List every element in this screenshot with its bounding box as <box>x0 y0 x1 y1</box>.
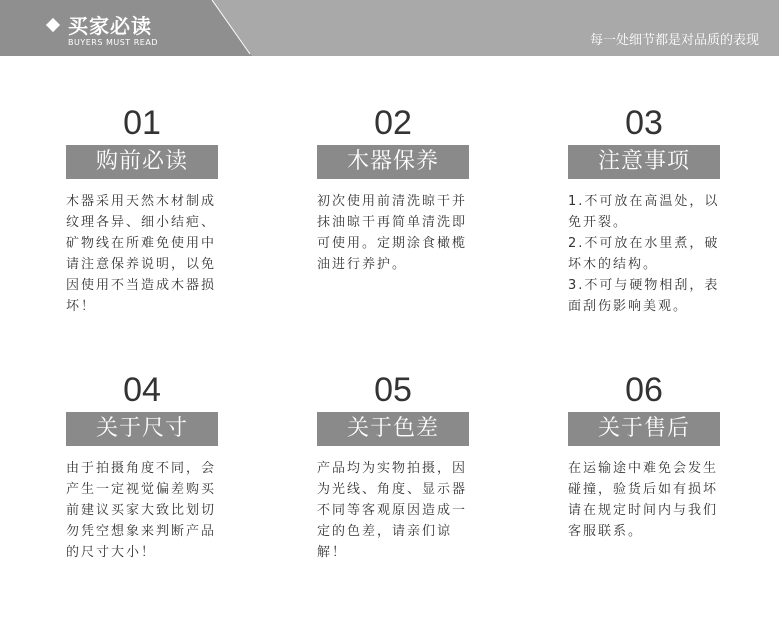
card-body-text: 3.不可与硬物相刮，表面刮伤影响美观。 <box>568 278 720 314</box>
card-number: 01 <box>123 104 161 142</box>
card-body-text: 2.不可放在水里煮，破坏木的结构。 <box>568 236 720 272</box>
card-04 <box>66 370 218 563</box>
header-tagline: 每一处细节都是对品质的表现 <box>589 33 759 48</box>
card-02 <box>317 103 469 275</box>
card-body-text: 产品均为实物拍摄，因为光线、角度、显示器不同等客观原因造成一定的色差，请亲们谅解！ <box>317 461 468 560</box>
card-body <box>317 191 469 275</box>
card-01 <box>66 103 218 317</box>
card-body-text: 初次使用前清洗晾干并抹油晾干再简单清洗即可使用。定期涂食橄榄油进行养护。 <box>317 194 468 272</box>
card-number: 04 <box>123 371 161 409</box>
card-number: 02 <box>374 104 412 142</box>
card-body <box>568 191 720 317</box>
card-body-text: 木器采用天然木材制成纹理各异、细小结疤、矿物线在所难免使用中请注意保养说明，以免因使用不当造成木器损坏！ <box>66 194 217 314</box>
card-title: 关于尺寸 <box>66 412 218 446</box>
card-title: 关于色差 <box>317 412 469 446</box>
card-body <box>66 191 218 317</box>
card-title: 木器保养 <box>317 145 469 179</box>
card-number: 05 <box>374 371 412 409</box>
card-03 <box>568 103 720 317</box>
card-05 <box>317 370 469 563</box>
header-banner <box>0 0 779 56</box>
card-title: 注意事项 <box>568 145 720 179</box>
card-number: 06 <box>625 371 663 409</box>
card-body <box>568 458 720 542</box>
card-body-text: 由于拍摄角度不同，会产生一定视觉偏差购买前建议买家大致比划切勿凭空想象来判断产品的尺寸大小！ <box>66 461 217 560</box>
card-title: 购前必读 <box>66 145 218 179</box>
card-body-text: 1.不可放在高温处，以免开裂。 <box>568 194 720 230</box>
card-title: 关于售后 <box>568 412 720 446</box>
card-number: 03 <box>625 104 663 142</box>
card-body <box>317 458 469 563</box>
card-body-text: 在运输途中难免会发生碰撞，验货后如有损坏请在规定时间内与我们客服联系。 <box>568 461 719 539</box>
page-title: 买家必读 <box>68 14 152 38</box>
card-06 <box>568 370 720 542</box>
card-body <box>66 458 218 563</box>
page-subtitle: BUYERS MUST READ <box>68 38 158 47</box>
